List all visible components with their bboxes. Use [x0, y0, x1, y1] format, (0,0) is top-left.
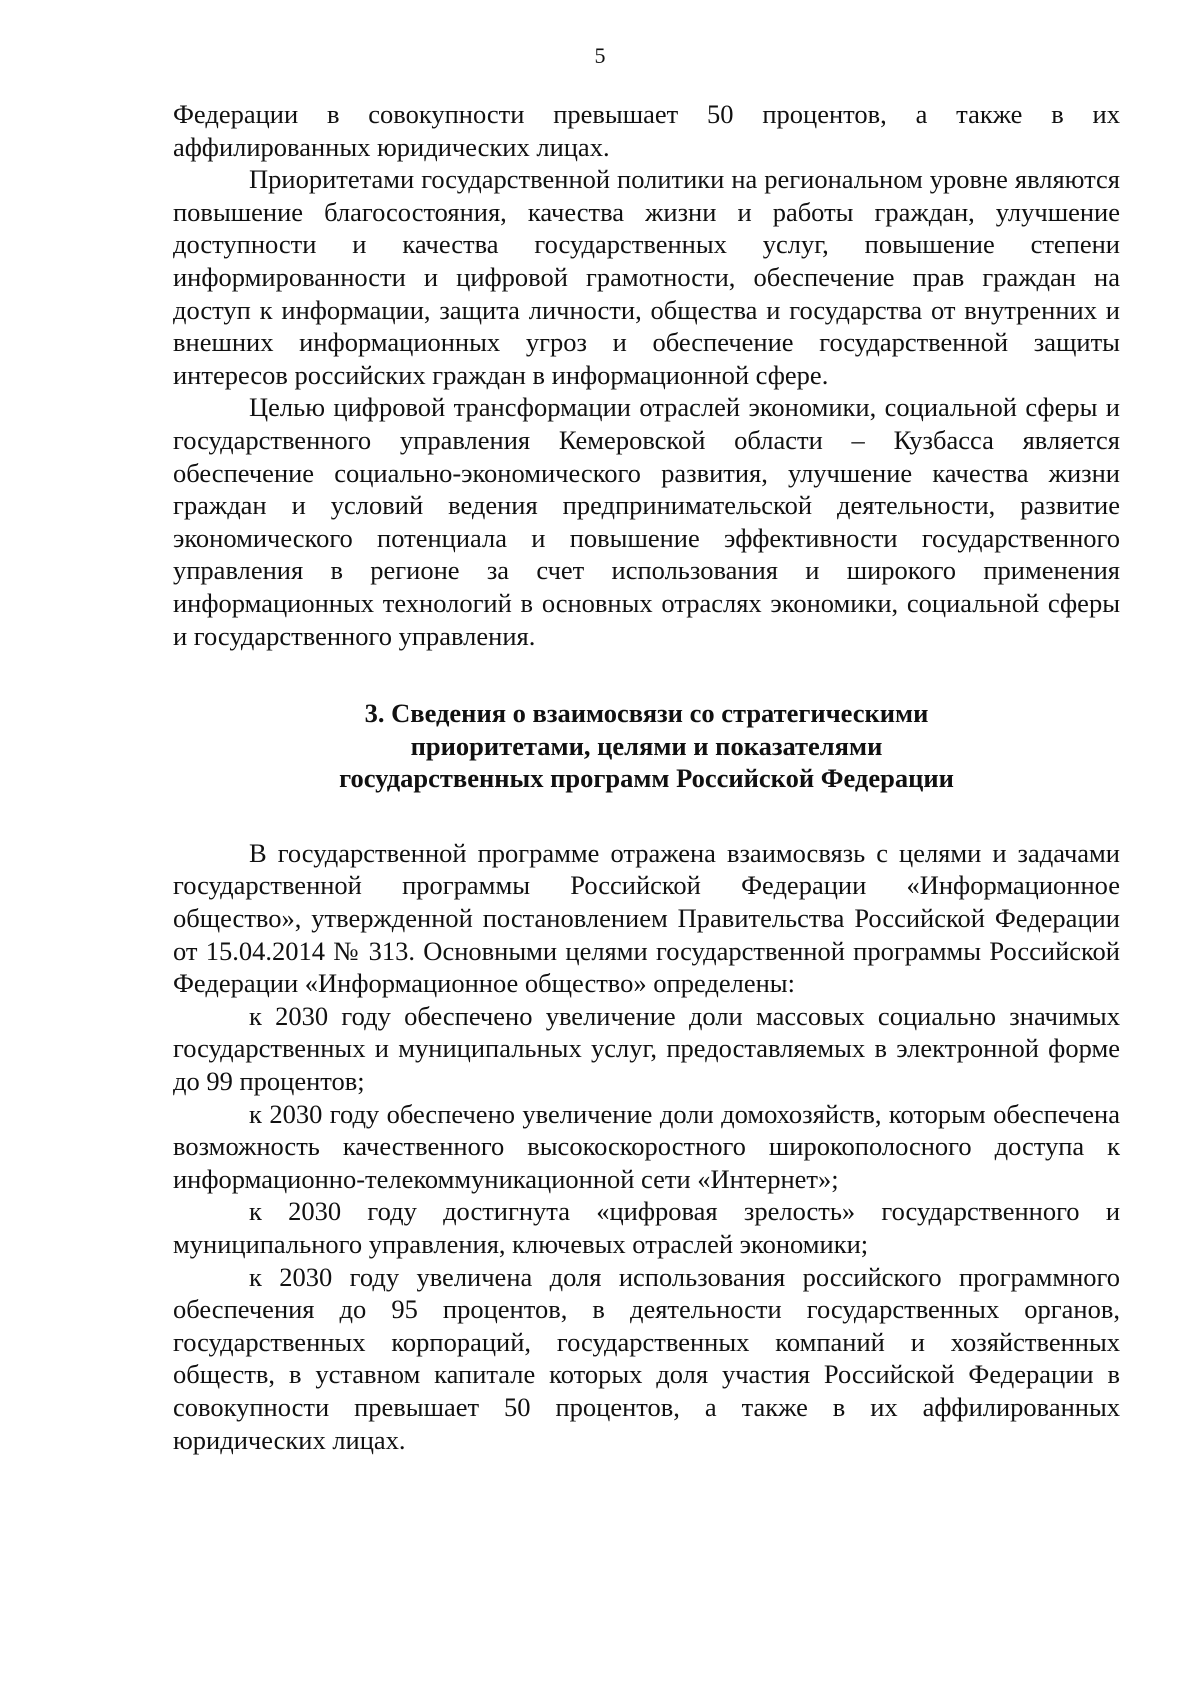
list-item-goal: к 2030 году обеспечено увеличение доли домохозяйств, которым обеспечена возможность качественного высокоскоростного широкополосного доступа к информационно-телекоммуникационной сети «Интернет»;: [173, 1098, 1120, 1194]
document-body: [173, 98, 1120, 1456]
list-item-goal: к 2030 году достигнута «цифровая зрелость» государственного и муниципального управления, ключевых отраслей экономики;: [173, 1196, 1120, 1259]
paragraph-continuation: Федерации в совокупности превышает 50 процентов, а также в их аффилированных юридических лицах.: [173, 99, 1120, 162]
paragraph-digital-transformation-goal: Целью цифровой трансформации отраслей экономики, социальной сферы и государственного управления Кемеровской области – Кузбасса является обеспечение социально-экономического развития, улучшение качества жизни граждан и условий ведения предпринимательской деятельности, развитие экономического потенциала и повышение эффективности государственного управления в регионе за счет использования и широкого применения информационных технологий в основных отраслях экономики, социальной сферы и государственного управления.: [173, 392, 1120, 651]
section-heading-line: государственных программ Российской Федерации: [339, 763, 954, 794]
paragraph-program-linkage: В государственной программе отражена взаимосвязь с целями и задачами государственной программы Российской Федерации «Информационное общество», утвержденной постановлением Правительства Российской Федерации от 15.04.2014 № 313. Основными целями государственной программы Российской Федерации «Информационное общество» определены:: [173, 837, 1120, 999]
list-item-goal: к 2030 году увеличена доля использования российского программного обеспечения до 95 процентов, в деятельности государственных органов, государственных корпораций, государственных компаний и хозяйственных обществ, в уставном капитале которых доля участия Российской Федерации в совокупности превышает 50 процентов, а также в их аффилированных юридических лицах.: [173, 1261, 1120, 1455]
section-heading-line: приоритетами, целями и показателями: [410, 730, 883, 761]
page-number: 5: [594, 43, 606, 68]
section-heading-line: 3. Сведения о взаимосвязи со стратегическими: [364, 698, 929, 729]
list-item-goal: к 2030 году обеспечено увеличение доли массовых социально значимых государственных и муниципальных услуг, предоставляемых в электронной форме до 99 процентов;: [173, 1000, 1120, 1097]
paragraph-regional-priorities: Приоритетами государственной политики на региональном уровне являются повышение благосостояния, качества жизни и работы граждан, улучшение доступности и качества государственных услуг, повышение степени информированности и цифровой грамотности, обеспечение прав граждан на доступ к информации, защита личности, общества и государства от внутренних и внешних информационных угроз и обеспечение государственной защиты интересов российских граждан в информационной сфере.: [173, 164, 1120, 390]
section-heading: [173, 697, 1120, 795]
